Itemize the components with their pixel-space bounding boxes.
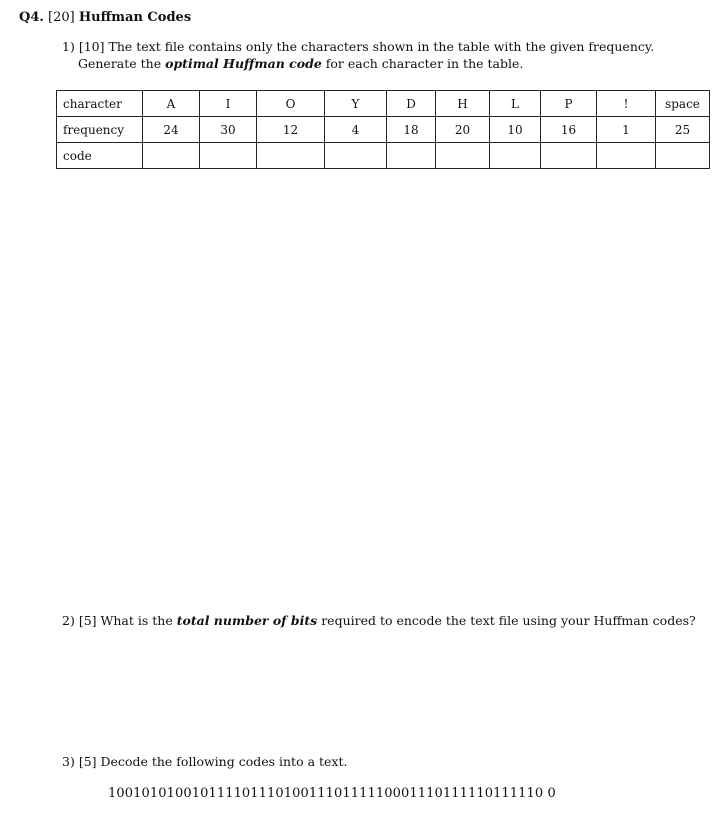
part1-line1: [62, 39, 654, 54]
part1-line2-pre: Generate the: [78, 56, 166, 71]
frequency-cell: 24: [143, 117, 200, 143]
part2-question: [62, 613, 696, 628]
character-cell: H: [436, 91, 490, 117]
character-row: [57, 91, 710, 117]
frequency-cell: 18: [387, 117, 436, 143]
frequency-cell: 30: [200, 117, 257, 143]
part1-line2: [78, 56, 523, 71]
character-cell: space: [656, 91, 710, 117]
part2-points: [5]: [78, 613, 97, 628]
character-cell: O: [257, 91, 325, 117]
frequency-table: [56, 90, 710, 169]
frequency-cell: 4: [325, 117, 387, 143]
frequency-row: [57, 117, 710, 143]
part2-pre: What is the: [100, 613, 177, 628]
part1-points: [10]: [78, 39, 105, 54]
row-header-code: code: [57, 143, 143, 169]
part2-number: 2): [62, 613, 75, 628]
question-number: Q4.: [19, 10, 44, 25]
code-cell[interactable]: [541, 143, 597, 169]
part1-text: The text file contains only the characters shown in the table with the given frequency.: [108, 39, 655, 54]
code-cell[interactable]: [143, 143, 200, 169]
part2-post: required to encode the text file using your Huffman codes?: [317, 613, 696, 628]
character-cell: P: [541, 91, 597, 117]
character-cell: !: [597, 91, 656, 117]
code-cell[interactable]: [597, 143, 656, 169]
question-points: [20]: [48, 10, 75, 25]
code-cell[interactable]: [490, 143, 541, 169]
frequency-cell: 12: [257, 117, 325, 143]
row-header-character: character: [57, 91, 143, 117]
part1-emphasis: optimal Huffman code: [165, 56, 322, 71]
part1-line2-post: for each character in the table.: [321, 56, 524, 71]
code-row: [57, 143, 710, 169]
character-cell: D: [387, 91, 436, 117]
encoded-bit-string: 1001010100101111011101001110111110001110111110111110 0: [108, 786, 556, 801]
question-heading: [19, 10, 191, 25]
character-cell: I: [200, 91, 257, 117]
part3-text: Decode the following codes into a text.: [100, 754, 348, 769]
code-cell[interactable]: [257, 143, 325, 169]
character-cell: A: [143, 91, 200, 117]
frequency-cell: 10: [490, 117, 541, 143]
code-cell[interactable]: [656, 143, 710, 169]
code-cell[interactable]: [325, 143, 387, 169]
code-cell[interactable]: [436, 143, 490, 169]
part2-emphasis: total number of bits: [176, 613, 318, 628]
part3-number: 3): [62, 754, 75, 769]
part3-question: [62, 754, 347, 769]
character-cell: Y: [325, 91, 387, 117]
frequency-cell: 20: [436, 117, 490, 143]
character-cell: L: [490, 91, 541, 117]
part3-points: [5]: [78, 754, 97, 769]
frequency-cell: 1: [597, 117, 656, 143]
row-header-frequency: frequency: [57, 117, 143, 143]
question-title: Huffman Codes: [78, 10, 192, 25]
code-cell[interactable]: [200, 143, 257, 169]
frequency-cell: 16: [541, 117, 597, 143]
code-cell[interactable]: [387, 143, 436, 169]
frequency-cell: 25: [656, 117, 710, 143]
part1-number: 1): [62, 39, 75, 54]
